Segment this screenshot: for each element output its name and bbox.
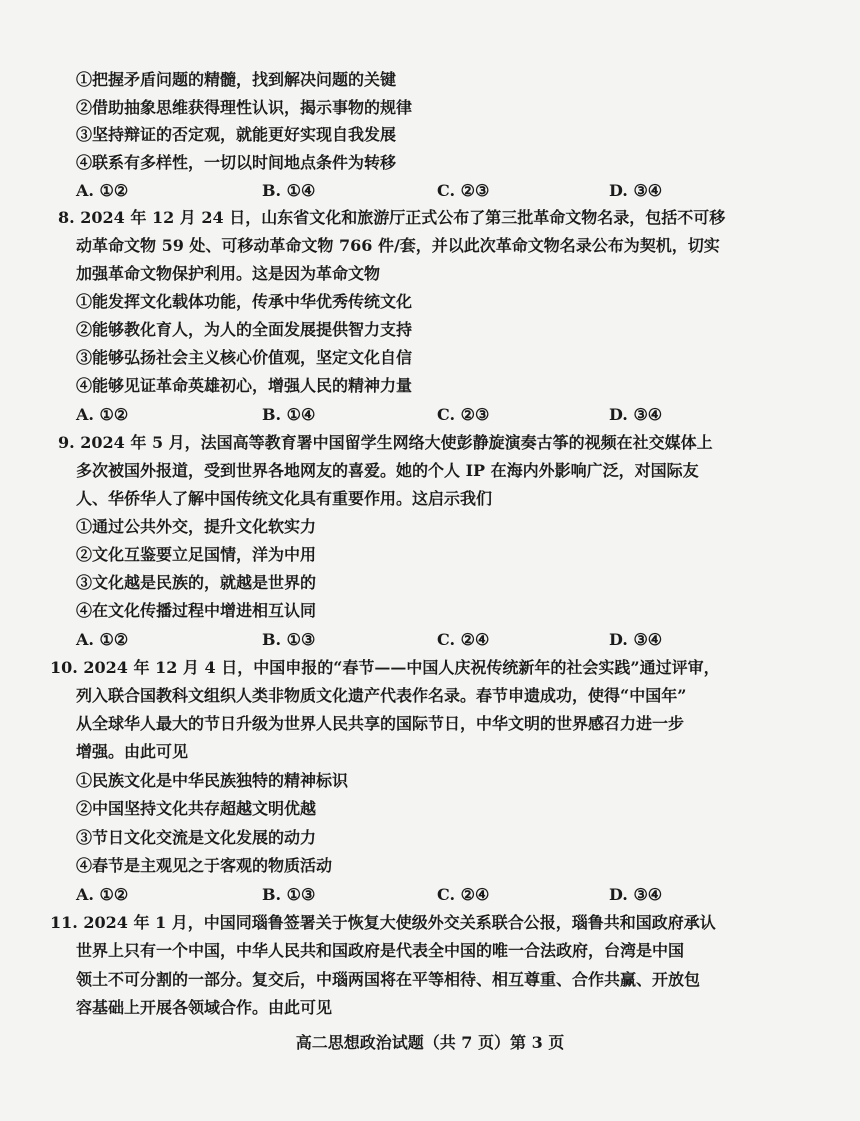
q9-stem-line-1: 9. 2024 年 5 月，法国高等教育署中国留学生网络大使彭静旋演奏古筝的视频在社交媒体上 — [58, 433, 713, 452]
q8-stem-line-3: 加强革命文物保护利用。这是因为革命文物 — [76, 264, 381, 283]
q8-option-b: B. ①④ — [262, 405, 316, 424]
q7-option-a: A. ①② — [76, 181, 129, 200]
q9-option-a: A. ①② — [76, 630, 129, 649]
q10-stem-line-3: 从全球华人最大的节日升级为世界人民共享的国际节日，中华文明的世界感召力进一步 — [76, 714, 685, 733]
q7-item-4: ④联系有多样性，一切以时间地点条件为转移 — [76, 153, 397, 172]
q7-option-b: B. ①④ — [262, 181, 316, 200]
q9-option-b: B. ①③ — [262, 630, 316, 649]
q10-item-2: ②中国坚持文化共存超越文明优越 — [76, 799, 317, 818]
q9-item-2: ②文化互鉴要立足国情，洋为中用 — [76, 545, 317, 564]
q8-stem-line-1: 8. 2024 年 12 月 24 日，山东省文化和旅游厅正式公布了第三批革命文物名录，包括不可移 — [58, 208, 726, 227]
page-footer: 高二思想政治试题（共 7 页）第 3 页 — [295, 1033, 565, 1052]
q7-option-d: D. ③④ — [609, 181, 663, 200]
q9-stem-line-3: 人、华侨华人了解中国传统文化具有重要作用。这启示我们 — [76, 489, 493, 508]
q8-option-a: A. ①② — [76, 405, 129, 424]
q11-stem-line-4: 容基础上开展各领域合作。由此可见 — [76, 998, 333, 1017]
q9-stem-line-2: 多次被国外报道，受到世界各地网友的喜爱。她的个人 IP 在海内外影响广泛，对国际友 — [76, 461, 699, 480]
q7-item-2: ②借助抽象思维获得理性认识，揭示事物的规律 — [76, 98, 413, 117]
q10-stem-line-1: 10. 2024 年 12 月 4 日，中国申报的“春节——中国人庆祝传统新年的社会实践”通过评审， — [50, 658, 720, 677]
q10-item-1: ①民族文化是中华民族独特的精神标识 — [76, 771, 349, 790]
q11-stem-line-3: 领土不可分割的一部分。复交后，中瑙两国将在平等相待、相互尊重、合作共赢、开放包 — [76, 970, 701, 989]
q8-stem-line-2: 动革命文物 59 处、可移动革命文物 766 件/套，并以此次革命文物名录公布为契机，切实 — [76, 236, 720, 255]
q10-option-d: D. ③④ — [609, 885, 663, 904]
q8-option-d: D. ③④ — [609, 405, 663, 424]
q10-stem-line-4: 增强。由此可见 — [76, 742, 189, 761]
q7-option-c: C. ②③ — [437, 181, 490, 200]
q10-option-a: A. ①② — [76, 885, 129, 904]
q10-option-c: C. ②④ — [437, 885, 490, 904]
q10-item-4: ④春节是主观见之于客观的物质活动 — [76, 856, 333, 875]
q10-option-b: B. ①③ — [262, 885, 316, 904]
q8-item-4: ④能够见证革命英雄初心，增强人民的精神力量 — [76, 376, 413, 395]
q9-item-3: ③文化越是民族的，就越是世界的 — [76, 573, 317, 592]
q9-item-1: ①通过公共外交，提升文化软实力 — [76, 517, 317, 536]
q7-item-3: ③坚持辩证的否定观，就能更好实现自我发展 — [76, 125, 397, 144]
q9-option-c: C. ②④ — [437, 630, 490, 649]
q11-stem-line-2: 世界上只有一个中国，中华人民共和国政府是代表全中国的唯一合法政府，台湾是中国 — [76, 941, 685, 960]
q9-option-d: D. ③④ — [609, 630, 663, 649]
q8-item-1: ①能发挥文化载体功能，传承中华优秀传统文化 — [76, 292, 413, 311]
q10-stem-line-2: 列入联合国教科文组织人类非物质文化遗产代表作名录。春节申遗成功，使得“中国年” — [76, 686, 687, 705]
q8-item-3: ③能够弘扬社会主义核心价值观，坚定文化自信 — [76, 348, 413, 367]
q11-stem-line-1: 11. 2024 年 1 月，中国同瑙鲁签署关于恢复大使级外交关系联合公报，瑙鲁共和国政府承认 — [50, 913, 716, 932]
q9-item-4: ④在文化传播过程中增进相互认同 — [76, 601, 317, 620]
q8-option-c: C. ②③ — [437, 405, 490, 424]
q10-item-3: ③节日文化交流是文化发展的动力 — [76, 828, 317, 847]
q7-item-1: ①把握矛盾问题的精髓，找到解决问题的关键 — [76, 70, 397, 89]
q8-item-2: ②能够教化育人，为人的全面发展提供智力支持 — [76, 320, 413, 339]
